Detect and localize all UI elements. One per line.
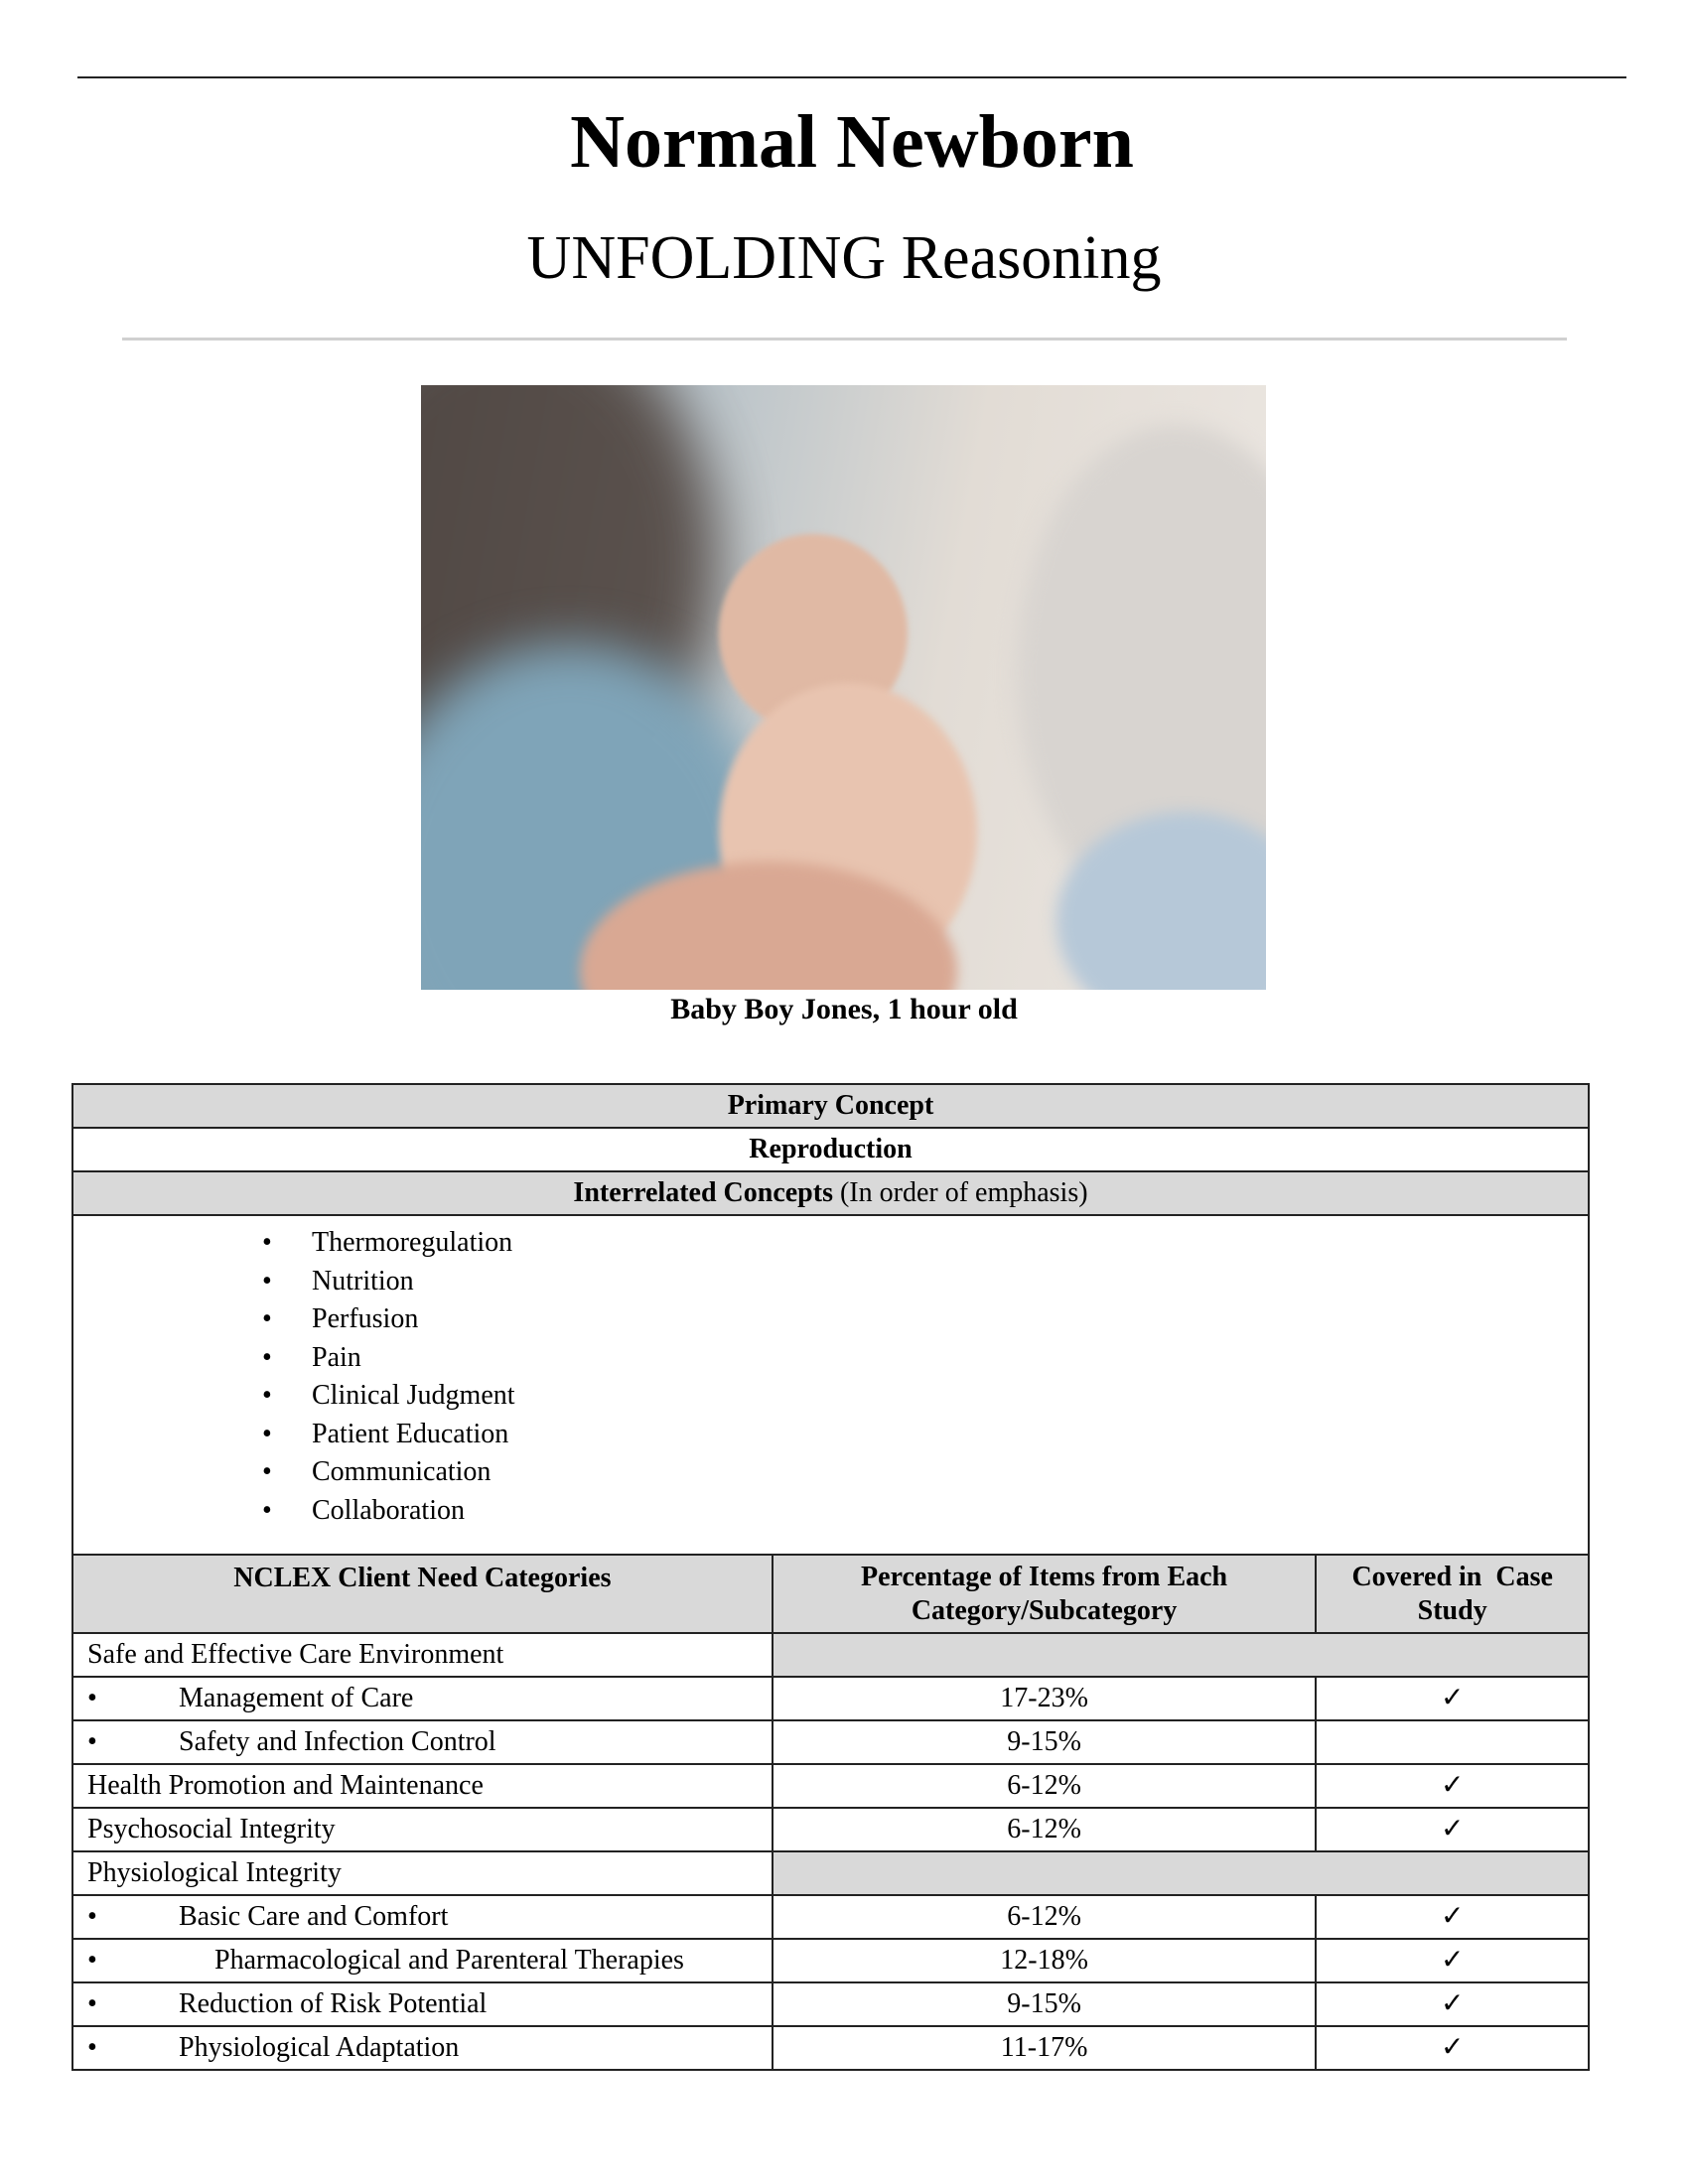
percentage-cell: 12-18% (773, 1939, 1317, 1982)
checkmark-icon: ✓ (1316, 1764, 1589, 1808)
interrelated-label: Interrelated Concepts (573, 1177, 833, 1208)
table-row (72, 1764, 1589, 1808)
checkmark-icon: ✓ (1316, 1982, 1589, 2026)
interrelated-note: (In order of emphasis) (839, 1177, 1088, 1208)
table-row (72, 1633, 1589, 1677)
page-subtitle: UNFOLDING Reasoning (526, 224, 1162, 292)
bullet: • (87, 1683, 97, 1713)
top-divider (77, 76, 1626, 78)
category-cell (72, 1720, 773, 1764)
table-row (72, 1939, 1589, 1982)
bullet: • (87, 1901, 97, 1932)
category-cell: Psychosocial Integrity (72, 1808, 773, 1851)
percentage-cell: 11-17% (773, 2026, 1317, 2070)
primary-concept-value: Reproduction (72, 1128, 1589, 1171)
nclex-header-percentage: Percentage of Items from Each Category/Subcategory (773, 1555, 1317, 1633)
page-title: Normal Newborn (570, 100, 1134, 184)
list-item: • Patient Education (312, 1416, 1588, 1454)
bullet: • (87, 2032, 97, 2063)
category-cell (72, 2026, 773, 2070)
list-item: • Nutrition (312, 1263, 1588, 1301)
percentage-cell: 6-12% (773, 1895, 1317, 1939)
category-cell: Safe and Effective Care Environment (72, 1633, 773, 1677)
category-name: Pharmacological and Parenteral Therapies (214, 1945, 684, 1976)
percentage-cell: 9-15% (773, 1720, 1317, 1764)
percentage-cell: 6-12% (773, 1764, 1317, 1808)
photo-caption: Baby Boy Jones, 1 hour old (670, 993, 1018, 1025)
table-row (72, 1851, 1589, 1895)
category-name: Safety and Infection Control (179, 1726, 496, 1757)
list-item: • Collaboration (312, 1492, 1588, 1531)
list-item: • Perfusion (312, 1300, 1588, 1339)
bullet: • (87, 1988, 97, 2019)
checkmark-icon: ✓ (1316, 1939, 1589, 1982)
concepts-table (71, 1083, 1590, 2071)
category-name: Physiological Adaptation (179, 2032, 460, 2063)
checkmark-icon: ✓ (1316, 1895, 1589, 1939)
category-name: Basic Care and Comfort (179, 1901, 449, 1932)
table-row (72, 1720, 1589, 1764)
category-cell: Physiological Integrity (72, 1851, 773, 1895)
table-row (72, 1895, 1589, 1939)
interrelated-concepts-list (72, 1215, 1589, 1555)
list-item: • Thermoregulation (312, 1224, 1588, 1263)
group-filler-cell (773, 1851, 1589, 1895)
percentage-cell: 9-15% (773, 1982, 1317, 2026)
bullet: • (87, 1726, 97, 1757)
table-row (72, 1677, 1589, 1720)
category-name: Management of Care (179, 1683, 414, 1713)
category-name: Reduction of Risk Potential (179, 1988, 488, 2019)
list-item: • Clinical Judgment (312, 1377, 1588, 1416)
checkmark-icon: ✓ (1316, 2026, 1589, 2070)
category-cell (72, 1982, 773, 2026)
title-divider (122, 338, 1567, 341)
category-cell (72, 1895, 773, 1939)
category-cell: Health Promotion and Maintenance (72, 1764, 773, 1808)
percentage-cell: 6-12% (773, 1808, 1317, 1851)
nclex-header-covered: Covered in Case Study (1316, 1555, 1589, 1633)
interrelated-concepts-header (72, 1171, 1589, 1215)
newborn-photo (421, 385, 1266, 990)
primary-concept-label: Primary Concept (72, 1084, 1589, 1128)
checkmark-icon (1316, 1720, 1589, 1764)
list-item: • Communication (312, 1453, 1588, 1492)
bullet: • (87, 1945, 97, 1976)
list-item: • Pain (312, 1339, 1588, 1378)
category-cell (72, 1677, 773, 1720)
checkmark-icon: ✓ (1316, 1808, 1589, 1851)
table-row (72, 2026, 1589, 2070)
nclex-header-category: NCLEX Client Need Categories (72, 1555, 773, 1633)
checkmark-icon: ✓ (1316, 1677, 1589, 1720)
table-row (72, 1808, 1589, 1851)
group-filler-cell (773, 1633, 1589, 1677)
percentage-cell: 17-23% (773, 1677, 1317, 1720)
table-row (72, 1982, 1589, 2026)
category-cell (72, 1939, 773, 1982)
